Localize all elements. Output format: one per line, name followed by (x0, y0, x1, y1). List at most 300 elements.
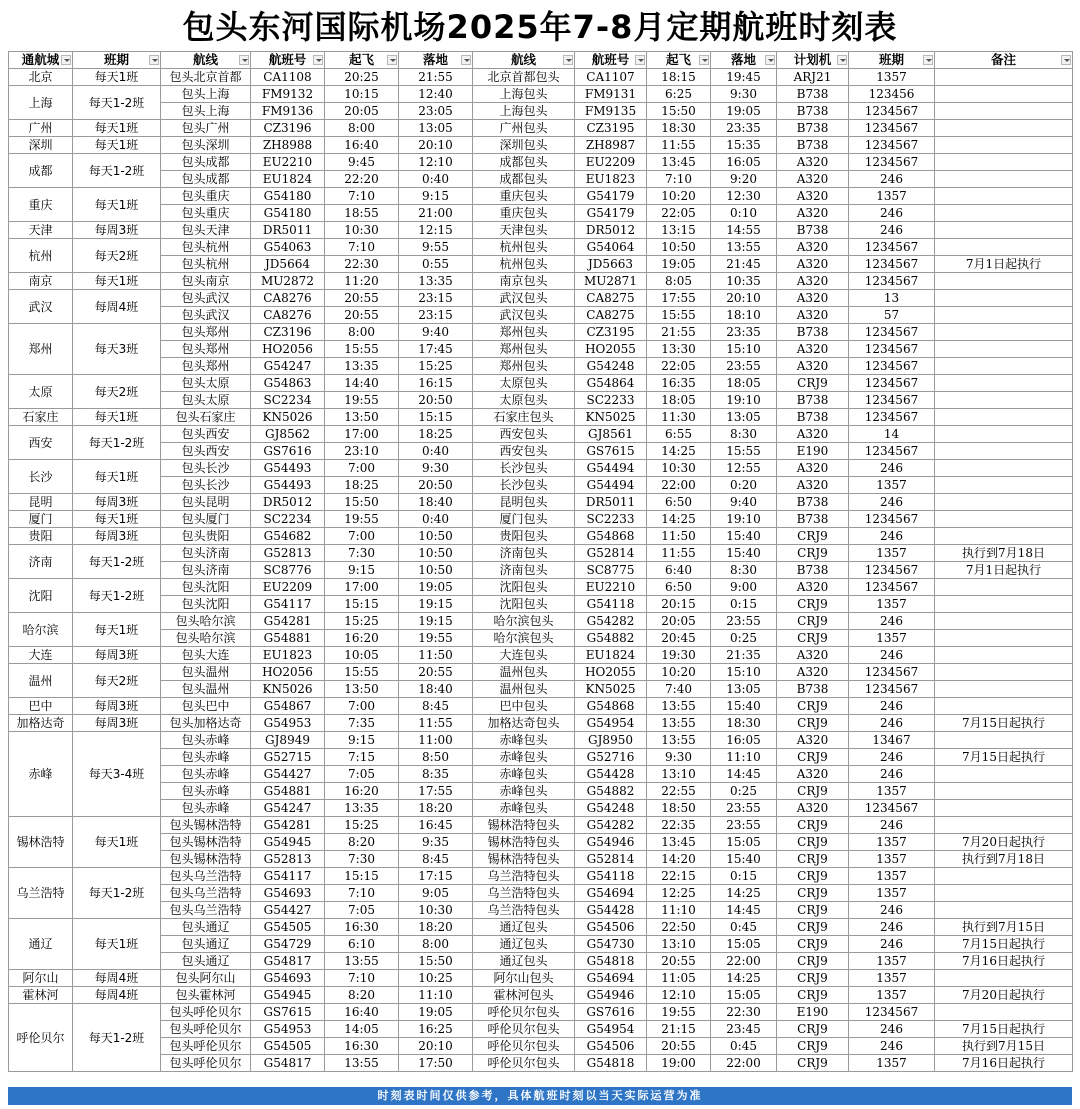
table-row (9, 715, 1073, 732)
table-row (9, 307, 1073, 324)
depart-in-cell: 20:55 (647, 1038, 711, 1055)
arrive-out-cell: 20:50 (399, 477, 473, 494)
arrive-in-cell: 19:10 (711, 392, 777, 409)
remarks-cell (935, 171, 1073, 188)
arrive-out-cell: 18:40 (399, 681, 473, 698)
arrive-out-cell: 8:45 (399, 851, 473, 868)
remarks-cell (935, 409, 1073, 426)
days-cell: 1234567 (849, 239, 935, 256)
route-in-cell: 温州包头 (473, 664, 575, 681)
depart-in-cell: 20:45 (647, 630, 711, 647)
flight-in-cell: JD5663 (575, 256, 647, 273)
route-in-cell: 赤峰包头 (473, 800, 575, 817)
depart-out-cell: 16:30 (325, 919, 399, 936)
route-in-cell: 长沙包头 (473, 477, 575, 494)
remarks-cell: 7月1日起执行 (935, 256, 1073, 273)
aircraft-cell: A320 (777, 800, 849, 817)
arrive-in-cell: 15:55 (711, 443, 777, 460)
route-out-cell: 包头沈阳 (161, 579, 251, 596)
route-in-cell: 西安包头 (473, 426, 575, 443)
flight-out-cell: GS7616 (251, 443, 325, 460)
route-out-cell: 包头郑州 (161, 341, 251, 358)
flight-out-cell: G54693 (251, 970, 325, 987)
aircraft-cell: CRJ9 (777, 749, 849, 766)
arrive-in-cell: 19:10 (711, 511, 777, 528)
filter-dropdown-icon[interactable] (837, 55, 847, 65)
remarks-cell (935, 273, 1073, 290)
days-cell: 1357 (849, 545, 935, 562)
depart-in-cell: 18:05 (647, 392, 711, 409)
header-days: 班期 (849, 52, 935, 69)
route-out-cell: 包头成都 (161, 171, 251, 188)
table-row (9, 834, 1073, 851)
arrive-in-cell: 9:30 (711, 86, 777, 103)
filter-dropdown-icon[interactable] (387, 55, 397, 65)
route-out-cell: 包头赤峰 (161, 800, 251, 817)
depart-in-cell: 13:10 (647, 766, 711, 783)
depart-out-cell: 7:10 (325, 970, 399, 987)
days-cell: 13467 (849, 732, 935, 749)
arrive-out-cell: 18:20 (399, 919, 473, 936)
flight-in-cell: G54868 (575, 528, 647, 545)
flight-out-cell: EU2209 (251, 579, 325, 596)
flight-out-cell: G54863 (251, 375, 325, 392)
arrive-out-cell: 19:15 (399, 596, 473, 613)
route-out-cell: 包头石家庄 (161, 409, 251, 426)
days-cell: 1234567 (849, 154, 935, 171)
arrive-out-cell: 15:15 (399, 409, 473, 426)
flight-out-cell: CA1108 (251, 69, 325, 86)
depart-out-cell: 20:55 (325, 290, 399, 307)
arrive-in-cell: 13:55 (711, 239, 777, 256)
route-in-cell: 北京首都包头 (473, 69, 575, 86)
arrive-in-cell: 23:55 (711, 613, 777, 630)
depart-in-cell: 22:00 (647, 477, 711, 494)
flight-out-cell: G54247 (251, 358, 325, 375)
route-out-cell: 包头杭州 (161, 239, 251, 256)
days-cell: 1357 (849, 834, 935, 851)
frequency-cell: 每周3班 (73, 494, 161, 511)
depart-in-cell: 22:55 (647, 783, 711, 800)
flight-in-cell: G54882 (575, 630, 647, 647)
route-out-cell: 包头昆明 (161, 494, 251, 511)
route-out-cell: 包头通辽 (161, 919, 251, 936)
table-row (9, 477, 1073, 494)
route-in-cell: 重庆包头 (473, 188, 575, 205)
days-cell: 1357 (849, 1055, 935, 1072)
days-cell: 1234567 (849, 375, 935, 392)
arrive-in-cell: 10:35 (711, 273, 777, 290)
days-cell: 1357 (849, 987, 935, 1004)
depart-out-cell: 7:30 (325, 545, 399, 562)
aircraft-cell: CRJ9 (777, 596, 849, 613)
city-cell: 乌兰浩特 (9, 868, 73, 919)
depart-out-cell: 15:25 (325, 817, 399, 834)
frequency-cell: 每天1班 (73, 188, 161, 222)
depart-out-cell: 17:00 (325, 579, 399, 596)
flight-out-cell: G54505 (251, 919, 325, 936)
flight-out-cell: SC2234 (251, 392, 325, 409)
depart-in-cell: 14:25 (647, 443, 711, 460)
frequency-cell: 每周3班 (73, 715, 161, 732)
city-cell: 温州 (9, 664, 73, 698)
depart-in-cell: 6:50 (647, 579, 711, 596)
aircraft-cell: B738 (777, 120, 849, 137)
remarks-cell: 执行到7月18日 (935, 545, 1073, 562)
remarks-cell (935, 902, 1073, 919)
route-in-cell: 上海包头 (473, 86, 575, 103)
flight-out-cell: G54817 (251, 953, 325, 970)
flight-out-cell: EU1823 (251, 647, 325, 664)
frequency-cell: 每天2班 (73, 375, 161, 409)
depart-in-cell: 22:35 (647, 817, 711, 834)
flight-in-cell: G54064 (575, 239, 647, 256)
days-cell: 1357 (849, 953, 935, 970)
depart-in-cell: 18:30 (647, 120, 711, 137)
arrive-out-cell: 9:30 (399, 460, 473, 477)
route-out-cell: 包头济南 (161, 545, 251, 562)
arrive-in-cell: 16:05 (711, 732, 777, 749)
route-in-cell: 武汉包头 (473, 290, 575, 307)
remarks-cell (935, 239, 1073, 256)
frequency-cell: 每天1-2班 (73, 426, 161, 460)
route-in-cell: 巴中包头 (473, 698, 575, 715)
frequency-cell: 每天1班 (73, 137, 161, 154)
days-cell: 1357 (849, 851, 935, 868)
filter-dropdown-icon[interactable] (461, 55, 471, 65)
route-out-cell: 包头赤峰 (161, 732, 251, 749)
flight-in-cell: EU1824 (575, 647, 647, 664)
days-cell: 1234567 (849, 341, 935, 358)
flight-out-cell: G54817 (251, 1055, 325, 1072)
depart-out-cell: 16:40 (325, 1004, 399, 1021)
depart-in-cell: 13:55 (647, 715, 711, 732)
depart-out-cell: 15:15 (325, 868, 399, 885)
route-in-cell: 通辽包头 (473, 953, 575, 970)
route-out-cell: 包头赤峰 (161, 783, 251, 800)
remarks-cell (935, 324, 1073, 341)
route-out-cell: 包头太原 (161, 392, 251, 409)
flight-in-cell: G54179 (575, 188, 647, 205)
depart-in-cell: 11:30 (647, 409, 711, 426)
route-out-cell: 包头郑州 (161, 324, 251, 341)
arrive-out-cell: 23:15 (399, 290, 473, 307)
aircraft-cell: A320 (777, 647, 849, 664)
route-out-cell: 包头杭州 (161, 256, 251, 273)
days-cell: 246 (849, 205, 935, 222)
filter-dropdown-icon[interactable] (1061, 55, 1071, 65)
aircraft-cell: B738 (777, 137, 849, 154)
arrive-in-cell: 18:05 (711, 375, 777, 392)
arrive-in-cell: 14:45 (711, 902, 777, 919)
table-row (9, 358, 1073, 375)
filter-dropdown-icon[interactable] (239, 55, 249, 65)
city-cell: 杭州 (9, 239, 73, 273)
depart-in-cell: 9:30 (647, 749, 711, 766)
arrive-in-cell: 0:45 (711, 919, 777, 936)
remarks-cell (935, 443, 1073, 460)
flight-in-cell: EU2210 (575, 579, 647, 596)
flight-out-cell: HO2056 (251, 664, 325, 681)
remarks-cell (935, 477, 1073, 494)
flight-out-cell: DR5011 (251, 222, 325, 239)
depart-in-cell: 10:30 (647, 460, 711, 477)
remarks-cell: 7月20日起执行 (935, 987, 1073, 1004)
remarks-cell (935, 817, 1073, 834)
route-out-cell: 包头广州 (161, 120, 251, 137)
depart-in-cell: 14:20 (647, 851, 711, 868)
city-cell: 武汉 (9, 290, 73, 324)
frequency-cell: 每天1班 (73, 460, 161, 494)
aircraft-cell: A320 (777, 341, 849, 358)
depart-in-cell: 18:50 (647, 800, 711, 817)
depart-out-cell: 7:30 (325, 851, 399, 868)
flight-in-cell: G54694 (575, 970, 647, 987)
arrive-in-cell: 15:40 (711, 698, 777, 715)
frequency-cell: 每周3班 (73, 647, 161, 664)
route-in-cell: 哈尔滨包头 (473, 630, 575, 647)
frequency-cell: 每周3班 (73, 528, 161, 545)
arrive-out-cell: 12:15 (399, 222, 473, 239)
arrive-in-cell: 18:10 (711, 307, 777, 324)
city-cell: 重庆 (9, 188, 73, 222)
route-out-cell: 包头锡林浩特 (161, 817, 251, 834)
city-cell: 长沙 (9, 460, 73, 494)
days-cell: 246 (849, 902, 935, 919)
aircraft-cell: CRJ9 (777, 834, 849, 851)
table-row (9, 1004, 1073, 1021)
depart-in-cell: 19:55 (647, 1004, 711, 1021)
arrive-in-cell: 15:40 (711, 528, 777, 545)
route-out-cell: 包头乌兰浩特 (161, 885, 251, 902)
arrive-in-cell: 15:10 (711, 341, 777, 358)
arrive-out-cell: 10:50 (399, 545, 473, 562)
flight-in-cell: DR5012 (575, 222, 647, 239)
flight-in-cell: CZ3195 (575, 120, 647, 137)
arrive-in-cell: 13:05 (711, 681, 777, 698)
aircraft-cell: CRJ9 (777, 902, 849, 919)
arrive-out-cell: 23:05 (399, 103, 473, 120)
depart-in-cell: 6:55 (647, 426, 711, 443)
filter-dropdown-icon[interactable] (765, 55, 775, 65)
remarks-cell (935, 783, 1073, 800)
days-cell: 246 (849, 613, 935, 630)
remarks-cell (935, 103, 1073, 120)
table-row (9, 936, 1073, 953)
depart-out-cell: 10:05 (325, 647, 399, 664)
aircraft-cell: CRJ9 (777, 1021, 849, 1038)
arrive-in-cell: 19:05 (711, 103, 777, 120)
flight-out-cell: JD5664 (251, 256, 325, 273)
header-remarks: 备注 (935, 52, 1073, 69)
header-route-in: 航线 (473, 52, 575, 69)
filter-dropdown-icon[interactable] (313, 55, 323, 65)
depart-out-cell: 13:55 (325, 953, 399, 970)
filter-dropdown-icon[interactable] (699, 55, 709, 65)
flight-out-cell: G54729 (251, 936, 325, 953)
arrive-in-cell: 9:40 (711, 494, 777, 511)
arrive-in-cell: 14:25 (711, 970, 777, 987)
city-cell: 贵阳 (9, 528, 73, 545)
days-cell: 246 (849, 749, 935, 766)
flight-out-cell: G54427 (251, 902, 325, 919)
table-row (9, 528, 1073, 545)
days-cell: 1234567 (849, 392, 935, 409)
route-in-cell: 温州包头 (473, 681, 575, 698)
flight-in-cell: KN5025 (575, 681, 647, 698)
flight-in-cell: G52716 (575, 749, 647, 766)
city-cell: 成都 (9, 154, 73, 188)
remarks-cell (935, 681, 1073, 698)
route-out-cell: 包头武汉 (161, 307, 251, 324)
frequency-cell: 每天3-4班 (73, 732, 161, 817)
route-in-cell: 郑州包头 (473, 324, 575, 341)
remarks-cell (935, 698, 1073, 715)
arrive-out-cell: 19:05 (399, 579, 473, 596)
remarks-cell (935, 154, 1073, 171)
days-cell: 1234567 (849, 358, 935, 375)
route-in-cell: 上海包头 (473, 103, 575, 120)
frequency-cell: 每天1班 (73, 69, 161, 86)
depart-out-cell: 7:35 (325, 715, 399, 732)
flight-in-cell: FM9131 (575, 86, 647, 103)
flight-in-cell: G54428 (575, 766, 647, 783)
flight-in-cell: G54946 (575, 987, 647, 1004)
route-in-cell: 昆明包头 (473, 494, 575, 511)
flight-out-cell: G54063 (251, 239, 325, 256)
arrive-out-cell: 9:35 (399, 834, 473, 851)
filter-dropdown-icon[interactable] (635, 55, 645, 65)
route-out-cell: 包头乌兰浩特 (161, 902, 251, 919)
flight-in-cell: G54118 (575, 868, 647, 885)
depart-out-cell: 15:15 (325, 596, 399, 613)
depart-in-cell: 13:45 (647, 834, 711, 851)
frequency-cell: 每天1-2班 (73, 545, 161, 579)
route-in-cell: 锡林浩特包头 (473, 834, 575, 851)
filter-dropdown-icon[interactable] (563, 55, 573, 65)
days-cell: 1234567 (849, 103, 935, 120)
days-cell: 246 (849, 647, 935, 664)
frequency-cell: 每周4班 (73, 970, 161, 987)
table-row (9, 970, 1073, 987)
flight-in-cell: G54282 (575, 613, 647, 630)
route-out-cell: 包头西安 (161, 443, 251, 460)
aircraft-cell: CRJ9 (777, 783, 849, 800)
arrive-in-cell: 15:05 (711, 987, 777, 1004)
aircraft-cell: CRJ9 (777, 953, 849, 970)
depart-in-cell: 21:55 (647, 324, 711, 341)
depart-out-cell: 16:20 (325, 783, 399, 800)
route-out-cell: 包头长沙 (161, 460, 251, 477)
route-out-cell: 包头太原 (161, 375, 251, 392)
arrive-out-cell: 10:50 (399, 562, 473, 579)
aircraft-cell: A320 (777, 307, 849, 324)
arrive-out-cell: 9:40 (399, 324, 473, 341)
aircraft-cell: CRJ9 (777, 936, 849, 953)
table-row (9, 324, 1073, 341)
route-out-cell: 包头呼伦贝尔 (161, 1038, 251, 1055)
filter-dropdown-icon[interactable] (61, 55, 71, 65)
days-cell: 1234567 (849, 1004, 935, 1021)
flight-in-cell: G54494 (575, 477, 647, 494)
flight-out-cell: G52715 (251, 749, 325, 766)
days-cell: 1234567 (849, 443, 935, 460)
table-row (9, 1021, 1073, 1038)
remarks-cell: 7月15日起执行 (935, 1021, 1073, 1038)
arrive-in-cell: 0:15 (711, 596, 777, 613)
table-row (9, 137, 1073, 154)
route-in-cell: 沈阳包头 (473, 596, 575, 613)
flight-in-cell: G54506 (575, 1038, 647, 1055)
arrive-in-cell: 14:55 (711, 222, 777, 239)
days-cell: 246 (849, 936, 935, 953)
route-in-cell: 石家庄包头 (473, 409, 575, 426)
table-row (9, 120, 1073, 137)
depart-out-cell: 7:00 (325, 460, 399, 477)
depart-out-cell: 7:10 (325, 885, 399, 902)
flight-in-cell: DR5011 (575, 494, 647, 511)
flight-in-cell: G54868 (575, 698, 647, 715)
arrive-in-cell: 0:10 (711, 205, 777, 222)
depart-in-cell: 19:30 (647, 647, 711, 664)
flight-in-cell: G54694 (575, 885, 647, 902)
depart-out-cell: 23:10 (325, 443, 399, 460)
flight-out-cell: G54881 (251, 630, 325, 647)
flight-out-cell: GJ8949 (251, 732, 325, 749)
depart-out-cell: 16:30 (325, 1038, 399, 1055)
city-cell: 通辽 (9, 919, 73, 970)
days-cell: 246 (849, 171, 935, 188)
aircraft-cell: CRJ9 (777, 630, 849, 647)
aircraft-cell: A320 (777, 358, 849, 375)
depart-out-cell: 13:50 (325, 409, 399, 426)
aircraft-cell: A320 (777, 290, 849, 307)
table-row (9, 698, 1073, 715)
route-in-cell: 阿尔山包头 (473, 970, 575, 987)
route-out-cell: 包头锡林浩特 (161, 851, 251, 868)
depart-out-cell: 7:00 (325, 528, 399, 545)
route-out-cell: 包头深圳 (161, 137, 251, 154)
flight-out-cell: CZ3196 (251, 324, 325, 341)
route-out-cell: 包头赤峰 (161, 766, 251, 783)
depart-in-cell: 6:50 (647, 494, 711, 511)
days-cell: 123456 (849, 86, 935, 103)
flight-out-cell: G54945 (251, 834, 325, 851)
depart-out-cell: 13:55 (325, 1055, 399, 1072)
flight-in-cell: G54946 (575, 834, 647, 851)
days-cell: 1234567 (849, 800, 935, 817)
days-cell: 246 (849, 494, 935, 511)
table-row (9, 732, 1073, 749)
depart-out-cell: 8:00 (325, 324, 399, 341)
header-route-out: 航线 (161, 52, 251, 69)
table-row (9, 953, 1073, 970)
depart-in-cell: 6:40 (647, 562, 711, 579)
filter-dropdown-icon[interactable] (149, 55, 159, 65)
filter-dropdown-icon[interactable] (923, 55, 933, 65)
depart-in-cell: 7:10 (647, 171, 711, 188)
flight-in-cell: G54818 (575, 1055, 647, 1072)
remarks-cell (935, 766, 1073, 783)
route-out-cell: 包头北京首都 (161, 69, 251, 86)
table-row (9, 579, 1073, 596)
route-out-cell: 包头成都 (161, 154, 251, 171)
flight-in-cell: G52814 (575, 545, 647, 562)
aircraft-cell: B738 (777, 324, 849, 341)
aircraft-cell: A320 (777, 766, 849, 783)
flight-out-cell: CZ3196 (251, 120, 325, 137)
flight-in-cell: G54179 (575, 205, 647, 222)
